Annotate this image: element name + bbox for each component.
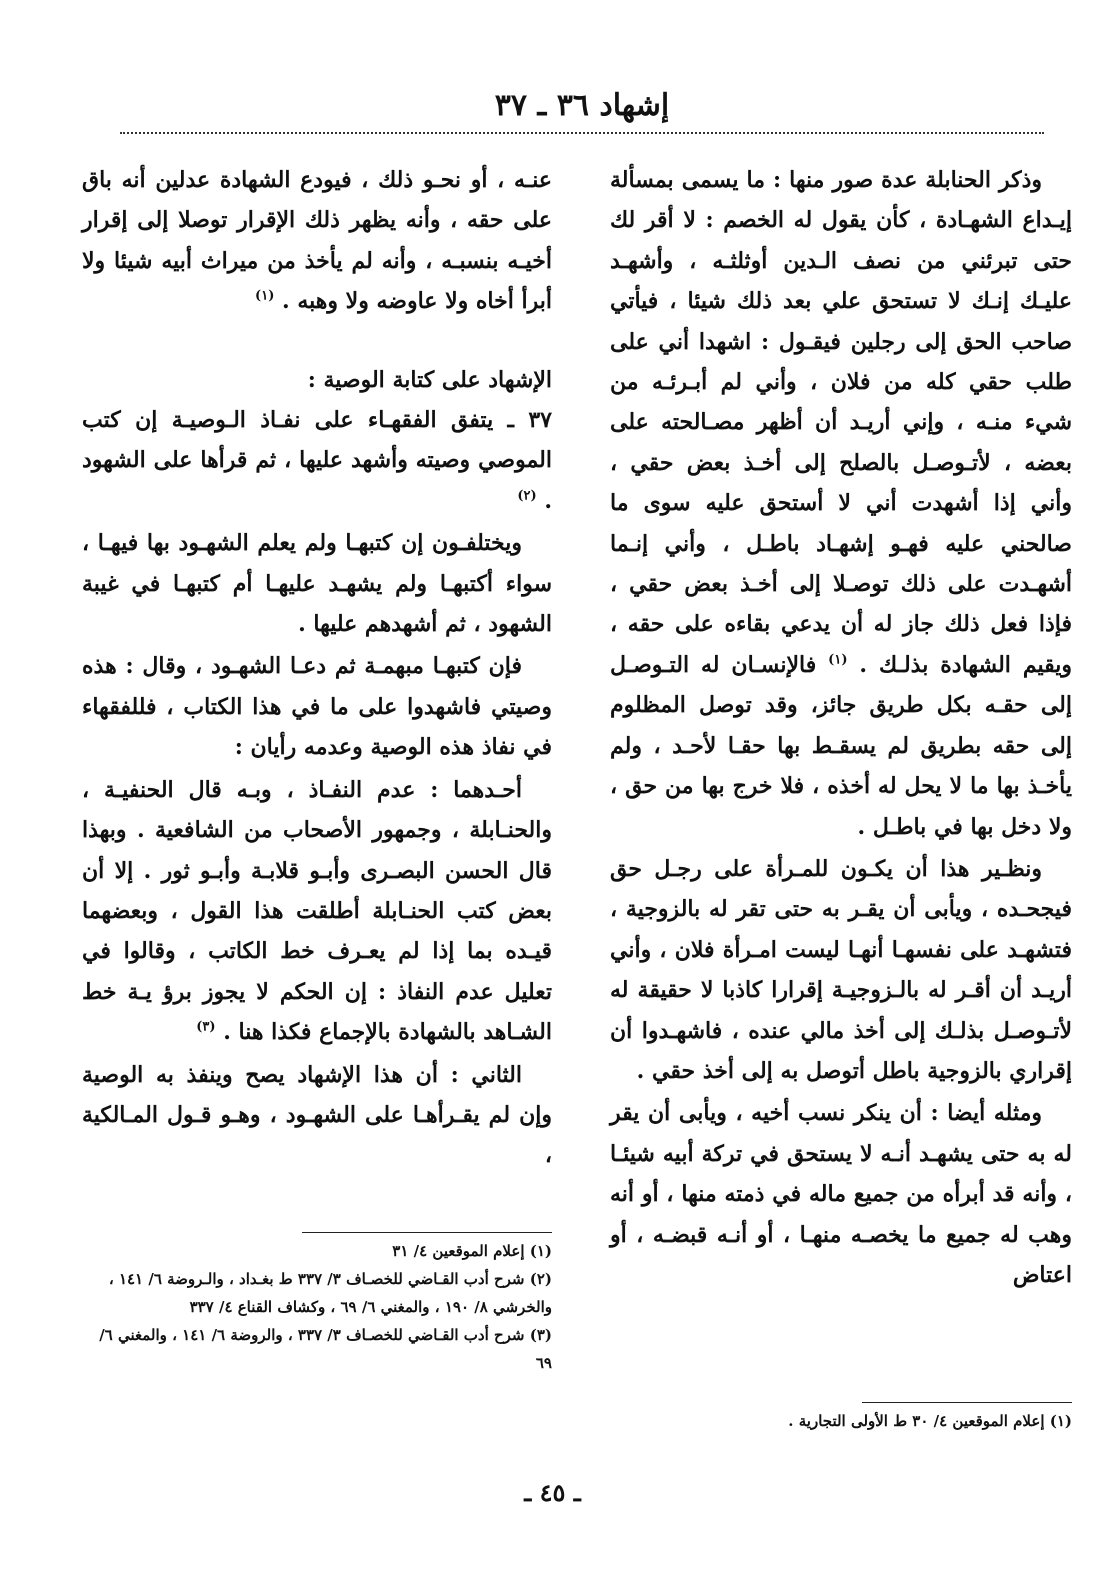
footnote: (٣) شرح أدب القـاضي للخصـاف ٣/ ٣٣٧ ، والروضة ٦/ ١٤١ ، والمغني ٦/ ٦٩ xyxy=(99,1326,552,1372)
paragraph: الثاني : أن هذا الإشهاد يصح وينفذ به الوصية وإن لم يقـرأهـا على الشهـود ، وهـو قـول المـالكية ، xyxy=(82,1061,552,1169)
paragraph xyxy=(82,160,552,322)
header-dotted-rule xyxy=(120,132,1044,134)
left-column xyxy=(82,160,552,1178)
page-header xyxy=(120,84,1044,134)
footnote-rule xyxy=(862,1402,1072,1403)
paragraph-text: أحـدهما : عدم النفـاذ ، وبـه قال الحنفيـة ، والحنـابلة ، وجمهور الأصحاب من الشافعية . وبهذا قال الحسن البصـرى وأبـو قلابـة وأبـو ثور . إلا أن بعض كتب الحنـابلة أطلقت هذا القول ، وبعضهما قيـده بما إذا لم يعـرف خط الكاتب ، وقالوا في تعليل عدم النفاذ : إن الحكم لا يجوز برؤ يـة خط الشـاهد بالشهادة بالإجماع فكذا هنا . xyxy=(82,776,552,1046)
paragraph-text: عنـه ، أو نحـو ذلك ، فيودع الشهادة عدلين أنه باق على حقه ، وأنه يظهر ذلك الإقرار توصلا إلى إقرار أخيـه بنسبـه ، وأنه لم يأخذ من ميراث أبيه شيئا ولا أبرأ أخاه ولا عاوضه ولا وهبه . xyxy=(82,167,552,315)
footnote: (١) إعلام الموقعين ٤/ ٣١ xyxy=(392,1242,552,1260)
paragraph xyxy=(82,400,552,521)
footnotes-right xyxy=(610,1402,1072,1435)
right-column xyxy=(610,160,1072,1297)
footnote-rule xyxy=(302,1232,552,1233)
paragraph-text: فالإنسـان له التـوصـل إلى حقـه بكل طريق جائز، وقد توصل المظلوم إلى حقه بطريق لم يسقـط بها حقـا لأحـد ، ولم يأخـذ بها ما لا يحل له أخذه ، فلا خرج بها من حق ، ولا دخل بها في باطـل . xyxy=(610,651,1072,840)
footnote-marker: (١) xyxy=(255,288,275,304)
paragraph: فإن كتبهـا مبهمـة ثم دعـا الشهـود ، وقال : هذه وصيتي فاشهدوا على ما في هذا الكتاب ، فللفقهاء في نفاذ هذه الوصية وعدمه رأيان : xyxy=(82,653,552,761)
footnote: (٢) شرح أدب القـاضي للخصـاف ٣/ ٣٣٧ ط بغـداد ، والـروضة ٦/ ١٤١ ، والخرشي ٨/ ١٩٠ ، والمغني ٦/ ٦٩ ، وكشاف القناع ٤/ ٣٣٧ xyxy=(108,1270,552,1316)
page-title: إشهاد ٣٦ ـ ٣٧ xyxy=(494,88,670,123)
paragraph xyxy=(610,160,1072,847)
paragraph: ويختلفـون إن كتبهـا ولم يعلم الشهـود بها فيهـا ، سواء أكتبهـا ولم يشهـد عليهـا أم كتبهـا في غيبة الشهود ، ثم أشهدهم عليها . xyxy=(82,530,552,638)
footnote-marker: (١) xyxy=(828,652,848,668)
paragraph-text: ٣٧ ـ يتفق الفقهـاء على نفـاذ الـوصيـة إن كتب الموصي وصيته وأشهد عليها ، ثم قرأها على الشهود . xyxy=(82,407,552,514)
page-number: ـ ٤٥ ـ xyxy=(524,1478,581,1507)
paragraph xyxy=(82,770,552,1053)
section-heading: الإشهاد على كتابة الوصية : xyxy=(307,366,552,393)
footnotes-left xyxy=(82,1232,552,1377)
paragraph: ونظـير هذا أن يكـون للمـرأة على رجـل حق فيجحـده ، ويأبى أن يقـر به حتى تقر له بالزوجية ، فتشهـد على نفسهـا أنهـا ليست امـرأة فلان ، وأني أريـد أن أقـر له بالـزوجيـة إقرارا كاذبا لا حقيقة له لأتـوصـل بذلـك إلى أخذ مالي عنده ، فاشهـدوا أن إقراري بالزوجية باطل أتوصل به إلى أخذ حقي . xyxy=(610,855,1072,1084)
paragraph-text: وذكر الحنابلة عدة صور منها : ما يسمى بمسألة إيـداع الشهـادة ، كأن يقول له الخصم : لا أقر لك حتى تبرئني من نصف الـدين أوثلثـه ، وأشهـد عليـك إنـك لا تستحق علي بعد ذلك شيئا ، فيأتي صاحب الحق إلى رجلين فيقـول : اشهدا أني على طلب حقي كله من فلان ، وأني لم أبـرئـه من شيء منـه ، وإني أريـد أن أظهر مصـالحته على بعضه ، لأتـوصـل بالصلح إلى أخـذ بعض حقي ، وأني إذا أشهدت أني لا أستحق عليه سوى ما صالحني عليه فهـو إشهـاد باطـل ، وأني إنـما أشهـدت على ذلك توصـلا إلى أخـذ بعض حقي ، فإذا فعل ذلك جاز له أن يدعي بقاءه على حقه ، ويقيم الشهادة بذلـك . xyxy=(610,167,1072,678)
footnote-marker: (٢) xyxy=(517,488,537,504)
paragraph: ومثله أيضا : أن ينكر نسب أخيه ، ويأبى أن يقر له به حتى يشهـد أنـه لا يستحق في تركة أبيه شيئـا ، وأنه قد أبرأه من جميع ماله في ذمته منها ، أو أنه وهب له جميع ما يخصـه منهـا ، أو أنـه قبضـه ، أو اعتاض xyxy=(610,1100,1072,1288)
footnote: (١) إعلام الموقعين ٤/ ٣٠ ط الأولى التجارية . xyxy=(788,1412,1072,1430)
footnote-marker: (٣) xyxy=(196,1019,216,1035)
